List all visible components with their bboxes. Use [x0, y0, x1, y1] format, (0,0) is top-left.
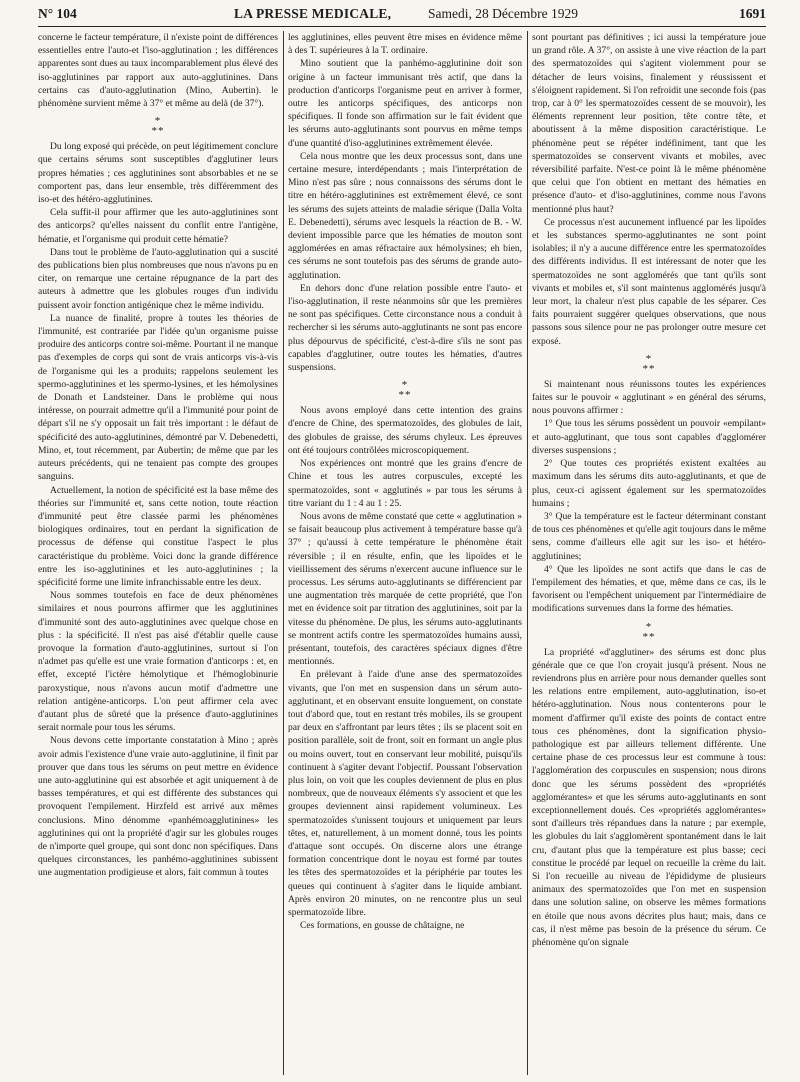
- paragraph: Nous avons employé dans cette intention des grains d'encre de Chine, des spermatozoïdes, des globules de lait, des globules de graisse, des sérums chyleux. Les épreuves ont été toujours contrôlées microscopiquement.: [288, 405, 522, 456]
- text-column-3: [532, 31, 766, 1077]
- paragraph: 3° Que la température est le facteur déterminant constant de tous ces phénomènes et qu'elle agit toujours dans le même sens, comme d'ailleurs elle agit sur les iso- et hétéro-agglutinines;: [532, 510, 766, 562]
- paragraph: les agglutinines, elles peuvent être mises en évidence même à des T. supérieures à la T. ordinaire.: [288, 32, 522, 57]
- paragraph: Nos expériences ont montré que les grains d'encre de Chine et tous les autres corpuscules, excepté les spermatozoïdes, sont « agglutinés » par tous les sérums à titre variant du 1 : 4 au 1 : 25.: [288, 458, 522, 509]
- paragraph: La propriété «d'agglutiner» des sérums est donc plus générale que ce que l'on croyait jusqu'à présent. Nous ne reviendrons plus en arrière pour nous demander quelles sont les relations entre empilement, auto-agglutination, iso-et hétéro-agglutination. Nous nous contenterons pour le moment d'affirmer qu'il existe des points de contact entre tous ces phénomènes, dont la signification physio-pathologique est par ailleurs tellement différente. Une certaine phase de ces processus leur est commune à tous: l'agglomération des corpuscules en suspension; nous dirons donc que les sérums possèdent des «propriétés agglomérantes» et que les sérums auto-agglutinants en sont exceptionnellement doués. Ces «propriétés agglomérantes» sont d'ailleurs très répandues dans la nature ; par exemple, les globules du lait s'agglomèrent spontanément dans le lait cru, d'autant plus que la température est plus basse; ceci constitue le procédé par lequel on recueille la crème du lait. Si l'on recueille au niveau de l'épididyme de plusieurs animaux des spermatozoïdes que l'on met en suspension dans une solution saline, on observe les mêmes formations en étoile que nous avons décrites plus haut; mais, dans ce cas, il n'est même pas besoin de la présence du sérum. Ce phénomène qu'on signale: [532, 646, 766, 948]
- paragraph: Cela nous montre que les deux processus sont, dans une certaine mesure, interdépendants ; mais l'interprétation de Mino n'est pas sûre ; nous connaissons des sérums dont le titre en hétéro-agglutinines est extrêmement élevé, ce sont les sérums des sujets atteints de maladie sérique (Dalla Volta E. Debenedetti), sérums avec lesquels la réaction de B. - W. devient impossible parce que les hématies de mouton sont agglomérées en amas réfractaire aux hémolysines; eh bien, ces sérums ne sont toutefois pas des sérums de grande auto-agglutination.: [288, 150, 522, 281]
- paragraph: Nous sommes toutefois en face de deux phénomènes similaires et nous pourrons affirmer que les agglutinines d'immunité sont des auto-agglutinines avec quelque chose en plus : la spécificité. Il n'est pas aisé d'établir quelle cause provoque la formation d'auto-agglutinines, surtout si l'on n'admet pas qu'elle est une vraie formation d'anticorps : et, en effet, excepté l'ictère hémolytique et l'hémoglobinurie paroxystique, nous n'avons aucun motif d'admettre une relation antigène-anticorps. L'on peut affirmer cela avec d'autant plus de sûreté que la présence d'auto-agglutinines serait normale pour tous les sérums.: [38, 590, 278, 734]
- section-separator: * **: [642, 620, 656, 643]
- paragraph: Ce processus n'est aucunement influencé par les lipoïdes et les substances spermo-agglutinantes ne sont point isolables; il n'y a aucune différence entre les spermatozoïdes des différents individus. Il est intéressant de noter que les spermatozoïdes ne sont agglomérés que tant qu'ils sont vivants et mobiles et, s'il sont maintenus agglomérés jusqu'à leur mort, la chaleur n'est plus capable de les séparer. Ces faits pourraient suggérer quelques observations, que nous passons sous silence pour ne pas prolonger outre mesure cet exposé.: [532, 216, 766, 347]
- text-column-2: [288, 31, 522, 1077]
- column-divider: [283, 31, 284, 1075]
- paragraph: Dans tout le problème de l'auto-agglutination qui a suscité des publications bien plus nombreuses que nous n'avons pu en citer, on remarque une certaine répugnance de la part des auteurs à admettre que les globules rouges d'un individu puissent avoir fonction antigénique chez le même individu.: [38, 246, 278, 311]
- paragraph: 4° Que les lipoïdes ne sont actifs que dans le cas de l'empilement des hématies, et que, même dans ce cas, ils le favorisent ou l'empêchent uniquement par l'intermédiaire de modifications survenues dans la forme des hématies.: [532, 563, 766, 615]
- journal-title: LA PRESSE MEDICALE,: [234, 6, 392, 21]
- paragraph: Du long exposé qui précède, on peut légitimement conclure que certains sérums sont susceptibles d'agglutiner leurs propres hématies ; ces agglutinines sont absorbables et ne se comportent pas, dans leur ensemble, très différemment des iso-et des hétéro-agglutinines.: [38, 141, 278, 206]
- issue-number: N° 104: [38, 6, 77, 21]
- paragraph: 2° Que toutes ces propriétés existent exaltées au maximum dans les sérums dits auto-agglutinants, et que de plus, ceux-ci agissent également sur les spermatozoïdes humains ;: [532, 458, 766, 509]
- page-header: [38, 4, 766, 27]
- paragraph: 1° Que tous les sérums possèdent un pouvoir «empilant» et auto-agglutinant, que tous sont capables d'agglomérer diverses suspensions ;: [532, 418, 766, 456]
- paragraph: Actuellement, la notion de spécificité est la base même des théories sur l'immunité et, sans cette notion, toute réaction d'immunité peut être classée parmi les phénomènes biologiques ordinaires, tout en perdant la signification de processus de défense qui constitue l'aspect le plus caractéristique du problème. Voici donc la grande différence entre les iso-agglutinines et les auto-agglutinines ; la spécificité forme une limite infranchissable entre les deux.: [38, 484, 278, 588]
- paragraph: sont pourtant pas définitives ; ici aussi la température joue un grand rôle. A 37°, on assiste à une vive réaction de la part des spermatozoïdes qui s'agitent violemment pour se détacher de leurs voisins, finalement y réussissent et s'éloignent rapidement. Si l'on refroidit une seconde fois (pas trop, car à 0° les spermatozoïdes cessent de se mouvoir), les éléments reprennent leur position, tête contre tête, et aboutissent à la même disposition caractéristique. Le phénomène peut se répéter indéfiniment, tant que les spermatozoïdes se conservent vivants et mobiles, avec réversibilité parfaite. N'est-ce point là le même phénomène que celui que l'on obtient en mettant des hématies en présence d'auto- et d'iso-agglutinines, comme nous l'avons mentionné plus haut?: [532, 32, 766, 215]
- paragraph: Cela suffit-il pour affirmer que les auto-agglutinines sont des anticorps? qu'elles naissent du conflit entre l'antigène, hématie, et l'organisme qui produit cette hématie?: [38, 207, 278, 245]
- section-separator: * **: [642, 352, 656, 375]
- section-separator: * **: [398, 379, 412, 402]
- paragraph: Nous avons de même constaté que cette « agglutination » se faisait beaucoup plus activement à température basse qu'à 37° ; qu'aussi à cette température le phénomène était réversible ; il en résulte, enfin, que les lipoïdes et le vieillissement des sérums n'exercent aucune influence sur le processus. Les sérums auto-agglutinants se différencient par une augmentation très marquée de cette propriété, que l'on met en évidence soit par titration des agglutinines, soit par la vitesse du phénomène. De plus, les sérums auto-agglutinants se montrent actifs contre les spermatozoïdes humains aussi, présentant, toutefois, des caractères spéciaux dignes d'être mentionnés.: [288, 510, 522, 668]
- column-divider: [527, 31, 528, 1075]
- paragraph: En prélevant à l'aide d'une anse des spermatozoïdes vivants, que l'on met en suspension dans un sérum auto-agglutinant, et en observant ensuite longuement, on constate tout d'abord que, tout en restant très mobiles, ils se groupent par deux en s'affrontant par leurs têtes ; ils se placent soit en position parallèle, soit de front, soit en formant un angle plus ou moins ouvert, tout en conservant leur mobilité, puisqu'ils continuent à s'agiter devant l'objectif. Poussant l'observation plus loin, on voit que les couples deviennent de plus en plus nombreux, que de nouveaux éléments s'y associent et que les groupes deviennent ainsi rapidement volumineux. Les spermatozoïdes s'unissent toujours et uniquement par leurs têtes, et, naturellement, à un moment donné, tous les points d'attaque sont occupés. On discerne alors une étrange formation concentrique dont le noyau est formé par toutes les têtes des spermatozoïdes et la périphérie par toutes les queues qui continuent à s'agiter dans le liquide ambiant. Après environ 20 minutes, on ne rencontre plus un seul spermatozoïde libre.: [288, 669, 522, 918]
- paragraph: Nous devons cette importante constatation à Mino ; après avoir admis l'existence d'une vraie auto-agglutinine, il finit par prouver que dans tous les sérums on peut mettre en évidence une auto-agglutinine qui est absorbée et agit uniquement à de basses températures, et qui est différente des substances qui provoquent l'empilement. Hirzfeld est arrivé aux mêmes conclusions. Mino dénomme «panhémoagglutinines» les agglutinines qui ont la propriété d'agir sur les globules rouges de n'importe quel groupe, qui sont donc non spécifiques. Dans quelques circonstances, les panhémo-agglutinines subissent une augmentation prodigieuse et alors, fait commun à toutes: [38, 735, 278, 879]
- paragraph: Mino soutient que la panhémo-agglutinine doit son origine à un facteur immunisant très actif, que dans la production d'anticorps l'organisme peut en arriver à former, outre les anticorps spécifiques, des anticorps non spécifiques. Il fonde son affirmation sur le fait évident que les sérums auto-agglutinants sont pourvus en même temps d'une quantité d'iso-agglutinines extrêmement élevée.: [288, 58, 522, 149]
- page-number: 1691: [739, 6, 766, 21]
- paragraph: Si maintenant nous réunissons toutes les expériences faites sur le pouvoir « agglutinant » en général des sérums, nous pouvons affirmer :: [532, 378, 766, 417]
- paragraph: concerne le facteur température, il n'existe point de différences essentielles entre l'auto-et l'iso-agglutination ; les différences apparentes sont dues au taux incomparablement plus élevé des iso-agglutinines par rapport aux auto-agglutinines. Dans certains cas d'auto-agglutination (Mino, Aubertin). le phénomène survient même à 37° et même au delà (de 37°).: [38, 32, 278, 110]
- section-separator: * **: [151, 115, 165, 138]
- issue-date: Samedi, 28 Décembre 1929: [428, 6, 578, 21]
- paragraph: Ces formations, en gousse de châtaigne, ne: [300, 920, 465, 932]
- text-column-1: [38, 31, 278, 1077]
- paragraph: En dehors donc d'une relation possible entre l'auto- et l'iso-agglutination, il reste néanmoins sûr que les premières ne sont pas spécifiques. Cette circonstance nous a conduit à rechercher si les sérums auto-agglutinants ne sont pas encore plus dépourvus de spécificité, c'est-à-dire s'ils ne sont pas capables d'agglutiner, outre toutes les hématies, d'autres suspensions.: [288, 282, 522, 374]
- paragraph: La nuance de finalité, propre à toutes les théories de l'immunité, est contrariée par l'idée qu'un organisme puisse produire des anticorps contre soi-même. Pourtant il ne manque pas d'exemples de corps qui sont de vrais anticorps vis-à-vis de l'organisme qui les a produits; rappelons seulement les spermo-agglutinines et les spermo-lysines, et les hémolysines de Donath et Landsteiner. Dans le problème qui nous intéresse, on pourrait admettre qu'il a l'immunité pour point de départ s'il ne s'y opposait un fait très important : le défaut de spécificité des auto-agglutinines, démontré par V. Debenedetti, Mino, et, tout récemment, par Aubertin; de même que par les auteurs précédents, qui ne tenaient pas compte des groupes sanguins.: [38, 312, 278, 483]
